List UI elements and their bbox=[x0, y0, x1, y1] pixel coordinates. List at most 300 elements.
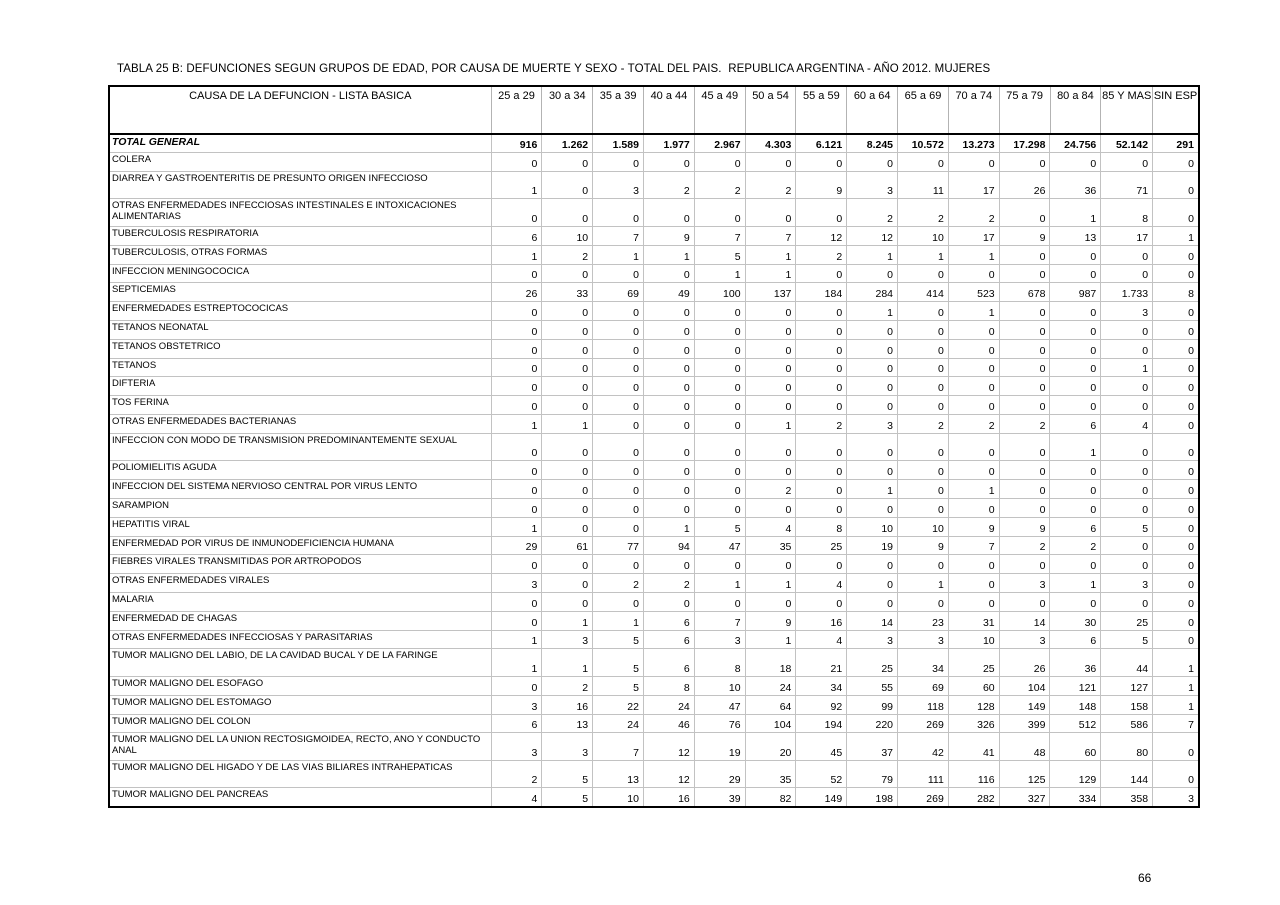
value-cell: 0 bbox=[1049, 265, 1100, 283]
value-cell: 1 bbox=[592, 246, 643, 264]
row-label: SARAMPION bbox=[112, 499, 170, 511]
value-cell: 916 bbox=[491, 135, 542, 152]
table-header-row bbox=[110, 87, 1198, 135]
row-label: HEPATITIS VIRAL bbox=[112, 518, 190, 530]
value-cell: 0 bbox=[694, 593, 745, 611]
value-cell: 36 bbox=[1049, 172, 1100, 199]
value-cell: 0 bbox=[795, 434, 846, 461]
value-cell: 0 bbox=[846, 265, 897, 283]
value-cell: 0 bbox=[541, 555, 592, 573]
value-cell: 3 bbox=[541, 631, 592, 649]
value-cell: 0 bbox=[643, 359, 694, 377]
value-cell: 118 bbox=[897, 696, 948, 714]
row-label: ENFERMEDADES ESTREPTOCOCICAS bbox=[112, 303, 289, 315]
value-cell: 158 bbox=[1100, 696, 1152, 714]
value-cell: 0 bbox=[1100, 593, 1152, 611]
row-label: SEPTICEMIAS bbox=[112, 284, 176, 296]
value-cell: 0 bbox=[592, 555, 643, 573]
value-cell: 0 bbox=[1152, 199, 1198, 226]
value-cell: 0 bbox=[1049, 461, 1100, 479]
value-cell: 0 bbox=[491, 302, 542, 320]
value-cell: 24.756 bbox=[1049, 135, 1100, 152]
value-cell: 0 bbox=[897, 321, 948, 339]
value-cell: 0 bbox=[999, 396, 1050, 414]
table-row bbox=[110, 152, 1198, 171]
value-cell: 0 bbox=[491, 499, 542, 517]
value-cell: 0 bbox=[948, 377, 999, 395]
value-cell: 6 bbox=[1049, 415, 1100, 433]
value-cell: 13.273 bbox=[948, 135, 999, 152]
value-cell: 1 bbox=[491, 246, 542, 264]
value-cell: 52 bbox=[795, 761, 846, 788]
value-cell: 0 bbox=[541, 480, 592, 498]
value-cell: 104 bbox=[999, 677, 1050, 695]
table-row bbox=[110, 245, 1198, 264]
value-cell: 0 bbox=[999, 434, 1050, 461]
value-cell: 198 bbox=[846, 788, 897, 806]
row-label: TUBERCULOSIS RESPIRATORIA bbox=[112, 227, 259, 239]
value-cell: 13 bbox=[592, 761, 643, 788]
value-cell: 1 bbox=[1049, 574, 1100, 592]
value-cell: 1 bbox=[745, 265, 796, 283]
value-cell: 0 bbox=[795, 153, 846, 171]
value-cell: 0 bbox=[643, 434, 694, 461]
value-cell: 1 bbox=[846, 246, 897, 264]
value-cell: 0 bbox=[541, 265, 592, 283]
row-label: TETANOS NEONATAL bbox=[112, 321, 209, 333]
value-cell: 8 bbox=[1100, 199, 1152, 226]
value-cell: 2 bbox=[795, 246, 846, 264]
value-cell: 26 bbox=[491, 283, 542, 301]
value-cell: 0 bbox=[1049, 377, 1100, 395]
value-cell: 71 bbox=[1100, 172, 1152, 199]
value-cell: 1 bbox=[745, 415, 796, 433]
value-cell: 20 bbox=[745, 733, 796, 760]
value-cell: 1 bbox=[846, 480, 897, 498]
age-column-header: 80 a 84 bbox=[1050, 87, 1101, 133]
value-cell: 0 bbox=[643, 480, 694, 498]
table-row bbox=[110, 358, 1198, 377]
value-cell: 0 bbox=[846, 593, 897, 611]
value-cell: 0 bbox=[745, 321, 796, 339]
value-cell: 5 bbox=[541, 761, 592, 788]
value-cell: 9 bbox=[643, 227, 694, 245]
age-column-header: 25 a 29 bbox=[491, 87, 542, 133]
value-cell: 5 bbox=[1100, 518, 1152, 536]
value-cell: 0 bbox=[795, 593, 846, 611]
value-cell: 0 bbox=[1100, 480, 1152, 498]
value-cell: 0 bbox=[846, 555, 897, 573]
age-column-header: 50 a 54 bbox=[745, 87, 796, 133]
value-cell: 0 bbox=[745, 153, 796, 171]
value-cell: 0 bbox=[491, 153, 542, 171]
table-row bbox=[110, 676, 1198, 695]
age-column-header: 60 a 64 bbox=[846, 87, 897, 133]
value-cell: 3 bbox=[1100, 302, 1152, 320]
value-cell: 18 bbox=[745, 649, 796, 676]
value-cell: 1 bbox=[948, 480, 999, 498]
value-cell: 10.572 bbox=[897, 135, 948, 152]
value-cell: 39 bbox=[694, 788, 745, 806]
value-cell: 17 bbox=[948, 172, 999, 199]
value-cell: 5 bbox=[1100, 631, 1152, 649]
value-cell: 512 bbox=[1049, 715, 1100, 733]
value-cell: 0 bbox=[1049, 359, 1100, 377]
value-cell: 3 bbox=[491, 733, 542, 760]
value-cell: 9 bbox=[999, 518, 1050, 536]
value-cell: 0 bbox=[795, 396, 846, 414]
value-cell: 0 bbox=[948, 555, 999, 573]
value-cell: 99 bbox=[846, 696, 897, 714]
value-cell: 0 bbox=[643, 377, 694, 395]
value-cell: 8.245 bbox=[846, 135, 897, 152]
deaths-table bbox=[108, 85, 1200, 808]
value-cell: 92 bbox=[795, 696, 846, 714]
row-label: TUMOR MALIGNO DEL ESTOMAGO bbox=[112, 696, 272, 708]
value-cell: 0 bbox=[643, 415, 694, 433]
value-cell: 0 bbox=[1049, 555, 1100, 573]
value-cell: 0 bbox=[795, 480, 846, 498]
value-cell: 0 bbox=[846, 461, 897, 479]
value-cell: 2 bbox=[491, 761, 542, 788]
row-label: OTRAS ENFERMEDADES INFECCIOSAS INTESTINALES E INTOXICACIONES ALIMENTARIAS bbox=[112, 200, 457, 223]
value-cell: 7 bbox=[694, 227, 745, 245]
value-cell: 77 bbox=[592, 537, 643, 555]
value-cell: 129 bbox=[1049, 761, 1100, 788]
value-cell: 0 bbox=[948, 434, 999, 461]
value-cell: 12 bbox=[795, 227, 846, 245]
value-cell: 1 bbox=[948, 302, 999, 320]
value-cell: 0 bbox=[643, 153, 694, 171]
value-cell: 24 bbox=[643, 696, 694, 714]
value-cell: 3 bbox=[592, 172, 643, 199]
value-cell: 0 bbox=[592, 321, 643, 339]
value-cell: 1 bbox=[745, 631, 796, 649]
value-cell: 1 bbox=[1049, 199, 1100, 226]
value-cell: 0 bbox=[541, 574, 592, 592]
value-cell: 24 bbox=[745, 677, 796, 695]
value-cell: 334 bbox=[1049, 788, 1100, 806]
value-cell: 21 bbox=[795, 649, 846, 676]
row-label: ENFERMEDAD DE CHAGAS bbox=[112, 612, 238, 624]
age-column-header: 45 a 49 bbox=[694, 87, 745, 133]
value-cell: 0 bbox=[1152, 631, 1198, 649]
value-cell: 291 bbox=[1152, 135, 1198, 152]
value-cell: 121 bbox=[1049, 677, 1100, 695]
value-cell: 0 bbox=[897, 499, 948, 517]
value-cell: 23 bbox=[897, 612, 948, 630]
value-cell: 0 bbox=[1152, 612, 1198, 630]
value-cell: 25 bbox=[795, 537, 846, 555]
value-cell: 0 bbox=[541, 434, 592, 461]
value-cell: 42 bbox=[897, 733, 948, 760]
table-row bbox=[110, 282, 1198, 301]
value-cell: 284 bbox=[846, 283, 897, 301]
value-cell: 60 bbox=[1049, 733, 1100, 760]
value-cell: 0 bbox=[694, 302, 745, 320]
value-cell: 1 bbox=[1049, 434, 1100, 461]
age-column-header: 35 a 39 bbox=[592, 87, 643, 133]
value-cell: 148 bbox=[1049, 696, 1100, 714]
value-cell: 1 bbox=[592, 612, 643, 630]
value-cell: 3 bbox=[694, 631, 745, 649]
row-label: DIARREA Y GASTROENTERITIS DE PRESUNTO ORIGEN INFECCIOSO bbox=[112, 172, 428, 184]
causa-column-header: CAUSA DE LA DEFUNCION - LISTA BASICA bbox=[189, 90, 412, 102]
value-cell: 137 bbox=[745, 283, 796, 301]
table-row bbox=[110, 517, 1198, 536]
age-column-header: 30 a 34 bbox=[541, 87, 592, 133]
value-cell: 29 bbox=[491, 537, 542, 555]
value-cell: 1 bbox=[1152, 649, 1198, 676]
value-cell: 4 bbox=[795, 574, 846, 592]
value-cell: 0 bbox=[1100, 537, 1152, 555]
value-cell: 1 bbox=[745, 574, 796, 592]
value-cell: 25 bbox=[948, 649, 999, 676]
value-cell: 0 bbox=[592, 593, 643, 611]
value-cell: 64 bbox=[745, 696, 796, 714]
row-label: TETANOS bbox=[112, 359, 157, 371]
value-cell: 8 bbox=[694, 649, 745, 676]
table-row bbox=[110, 611, 1198, 630]
value-cell: 0 bbox=[592, 302, 643, 320]
value-cell: 8 bbox=[795, 518, 846, 536]
value-cell: 0 bbox=[999, 499, 1050, 517]
value-cell: 24 bbox=[592, 715, 643, 733]
value-cell: 1 bbox=[491, 172, 542, 199]
value-cell: 9 bbox=[999, 227, 1050, 245]
value-cell: 0 bbox=[897, 480, 948, 498]
table-row bbox=[110, 376, 1198, 395]
row-label: TUMOR MALIGNO DEL ESOFAGO bbox=[112, 677, 264, 689]
value-cell: 0 bbox=[999, 377, 1050, 395]
value-cell: 0 bbox=[491, 377, 542, 395]
value-cell: 269 bbox=[897, 715, 948, 733]
value-cell: 0 bbox=[541, 153, 592, 171]
value-cell: 0 bbox=[643, 321, 694, 339]
value-cell: 41 bbox=[948, 733, 999, 760]
value-cell: 0 bbox=[846, 377, 897, 395]
value-cell: 1 bbox=[643, 518, 694, 536]
value-cell: 13 bbox=[1049, 227, 1100, 245]
value-cell: 69 bbox=[592, 283, 643, 301]
value-cell: 10 bbox=[897, 518, 948, 536]
value-cell: 1 bbox=[694, 574, 745, 592]
value-cell: 0 bbox=[948, 359, 999, 377]
value-cell: 0 bbox=[999, 246, 1050, 264]
value-cell: 6 bbox=[643, 631, 694, 649]
value-cell: 0 bbox=[643, 199, 694, 226]
value-cell: 149 bbox=[795, 788, 846, 806]
value-cell: 128 bbox=[948, 696, 999, 714]
value-cell: 46 bbox=[643, 715, 694, 733]
table-row bbox=[110, 714, 1198, 733]
value-cell: 1 bbox=[948, 246, 999, 264]
value-cell: 0 bbox=[1100, 555, 1152, 573]
value-cell: 1 bbox=[846, 302, 897, 320]
value-cell: 0 bbox=[491, 359, 542, 377]
value-cell: 0 bbox=[897, 377, 948, 395]
value-cell: 0 bbox=[745, 340, 796, 358]
value-cell: 8 bbox=[1152, 283, 1198, 301]
value-cell: 2 bbox=[643, 574, 694, 592]
value-cell: 0 bbox=[897, 302, 948, 320]
value-cell: 0 bbox=[694, 415, 745, 433]
value-cell: 35 bbox=[745, 761, 796, 788]
value-cell: 0 bbox=[694, 153, 745, 171]
row-label: ENFERMEDAD POR VIRUS DE INMUNODEFICIENCIA HUMANA bbox=[112, 537, 394, 549]
total-row bbox=[110, 135, 1198, 152]
value-cell: 0 bbox=[491, 321, 542, 339]
table-row bbox=[110, 171, 1198, 199]
value-cell: 144 bbox=[1100, 761, 1152, 788]
value-cell: 17.298 bbox=[999, 135, 1050, 152]
table-row bbox=[110, 760, 1198, 788]
value-cell: 0 bbox=[948, 396, 999, 414]
value-cell: 5 bbox=[694, 518, 745, 536]
value-cell: 0 bbox=[541, 396, 592, 414]
value-cell: 1 bbox=[1152, 696, 1198, 714]
value-cell: 9 bbox=[795, 172, 846, 199]
value-cell: 0 bbox=[592, 518, 643, 536]
row-label: MALARIA bbox=[112, 593, 154, 605]
value-cell: 0 bbox=[999, 199, 1050, 226]
row-label: FIEBRES VIRALES TRANSMITIDAS POR ARTROPODOS bbox=[112, 556, 362, 568]
value-cell: 4 bbox=[491, 788, 542, 806]
value-cell: 0 bbox=[1152, 359, 1198, 377]
value-cell: 0 bbox=[999, 461, 1050, 479]
value-cell: 3 bbox=[999, 631, 1050, 649]
value-cell: 0 bbox=[694, 199, 745, 226]
value-cell: 9 bbox=[745, 612, 796, 630]
value-cell: 0 bbox=[541, 302, 592, 320]
value-cell: 0 bbox=[745, 555, 796, 573]
value-cell: 0 bbox=[643, 340, 694, 358]
row-label: OTRAS ENFERMEDADES VIRALES bbox=[112, 575, 270, 587]
value-cell: 0 bbox=[1100, 396, 1152, 414]
value-cell: 0 bbox=[795, 265, 846, 283]
table-row bbox=[110, 648, 1198, 676]
value-cell: 25 bbox=[846, 649, 897, 676]
value-cell: 0 bbox=[846, 434, 897, 461]
value-cell: 0 bbox=[541, 340, 592, 358]
value-cell: 0 bbox=[897, 340, 948, 358]
value-cell: 0 bbox=[1152, 499, 1198, 517]
value-cell: 987 bbox=[1049, 283, 1100, 301]
value-cell: 31 bbox=[948, 612, 999, 630]
value-cell: 7 bbox=[592, 733, 643, 760]
value-cell: 5 bbox=[592, 677, 643, 695]
value-cell: 48 bbox=[999, 733, 1050, 760]
value-cell: 0 bbox=[1152, 340, 1198, 358]
table-body bbox=[110, 135, 1198, 806]
value-cell: 0 bbox=[999, 359, 1050, 377]
value-cell: 194 bbox=[795, 715, 846, 733]
value-cell: 0 bbox=[694, 340, 745, 358]
value-cell: 0 bbox=[1152, 574, 1198, 592]
value-cell: 1 bbox=[745, 246, 796, 264]
value-cell: 3 bbox=[541, 733, 592, 760]
value-cell: 3 bbox=[491, 696, 542, 714]
value-cell: 0 bbox=[1100, 340, 1152, 358]
value-cell: 0 bbox=[491, 199, 542, 226]
value-cell: 6 bbox=[643, 612, 694, 630]
value-cell: 0 bbox=[1049, 302, 1100, 320]
value-cell: 0 bbox=[491, 396, 542, 414]
value-cell: 9 bbox=[897, 537, 948, 555]
value-cell: 1 bbox=[491, 518, 542, 536]
value-cell: 2 bbox=[846, 199, 897, 226]
table-row bbox=[110, 433, 1198, 461]
value-cell: 0 bbox=[795, 499, 846, 517]
value-cell: 0 bbox=[643, 396, 694, 414]
table-row bbox=[110, 787, 1198, 806]
table-row bbox=[110, 695, 1198, 714]
value-cell: 52.142 bbox=[1100, 135, 1152, 152]
value-cell: 0 bbox=[491, 434, 542, 461]
value-cell: 6 bbox=[1049, 518, 1100, 536]
value-cell: 3 bbox=[999, 574, 1050, 592]
value-cell: 9 bbox=[948, 518, 999, 536]
value-cell: 0 bbox=[1152, 761, 1198, 788]
value-cell: 0 bbox=[846, 499, 897, 517]
row-label: OTRAS ENFERMEDADES BACTERIANAS bbox=[112, 415, 297, 427]
value-cell: 0 bbox=[592, 499, 643, 517]
value-cell: 8 bbox=[643, 677, 694, 695]
value-cell: 11 bbox=[897, 172, 948, 199]
value-cell: 1 bbox=[643, 246, 694, 264]
value-cell: 0 bbox=[1100, 265, 1152, 283]
row-label: COLERA bbox=[112, 154, 152, 165]
value-cell: 26 bbox=[999, 172, 1050, 199]
table-row bbox=[110, 479, 1198, 498]
value-cell: 399 bbox=[999, 715, 1050, 733]
value-cell: 0 bbox=[1049, 246, 1100, 264]
value-cell: 3 bbox=[1100, 574, 1152, 592]
value-cell: 82 bbox=[745, 788, 796, 806]
value-cell: 17 bbox=[1100, 227, 1152, 245]
value-cell: 0 bbox=[745, 499, 796, 517]
value-cell: 0 bbox=[999, 321, 1050, 339]
value-cell: 0 bbox=[897, 434, 948, 461]
value-cell: 0 bbox=[795, 555, 846, 573]
value-cell: 12 bbox=[643, 733, 694, 760]
value-cell: 2 bbox=[643, 172, 694, 199]
value-cell: 0 bbox=[1152, 377, 1198, 395]
value-cell: 34 bbox=[897, 649, 948, 676]
value-cell: 36 bbox=[1049, 649, 1100, 676]
value-cell: 0 bbox=[592, 153, 643, 171]
table-row bbox=[110, 301, 1198, 320]
value-cell: 10 bbox=[948, 631, 999, 649]
value-cell: 0 bbox=[795, 340, 846, 358]
table-row bbox=[110, 226, 1198, 245]
value-cell: 0 bbox=[541, 172, 592, 199]
value-cell: 3 bbox=[846, 631, 897, 649]
row-label: INFECCION CON MODO DE TRANSMISION PREDOMINANTEMENTE SEXUAL bbox=[112, 434, 458, 446]
value-cell: 22 bbox=[592, 696, 643, 714]
row-label: INFECCION MENINGOCOCICA bbox=[112, 265, 250, 277]
value-cell: 0 bbox=[948, 574, 999, 592]
row-label: TUMOR MALIGNO DEL LA UNION RECTOSIGMOIDEA, RECTO, ANO Y CONDUCTO ANAL bbox=[112, 734, 481, 757]
table-row bbox=[110, 339, 1198, 358]
value-cell: 327 bbox=[999, 788, 1050, 806]
value-cell: 184 bbox=[795, 283, 846, 301]
value-cell: 3 bbox=[491, 574, 542, 592]
value-cell: 6 bbox=[643, 649, 694, 676]
value-cell: 19 bbox=[694, 733, 745, 760]
value-cell: 4.303 bbox=[745, 135, 796, 152]
table-row bbox=[110, 536, 1198, 555]
